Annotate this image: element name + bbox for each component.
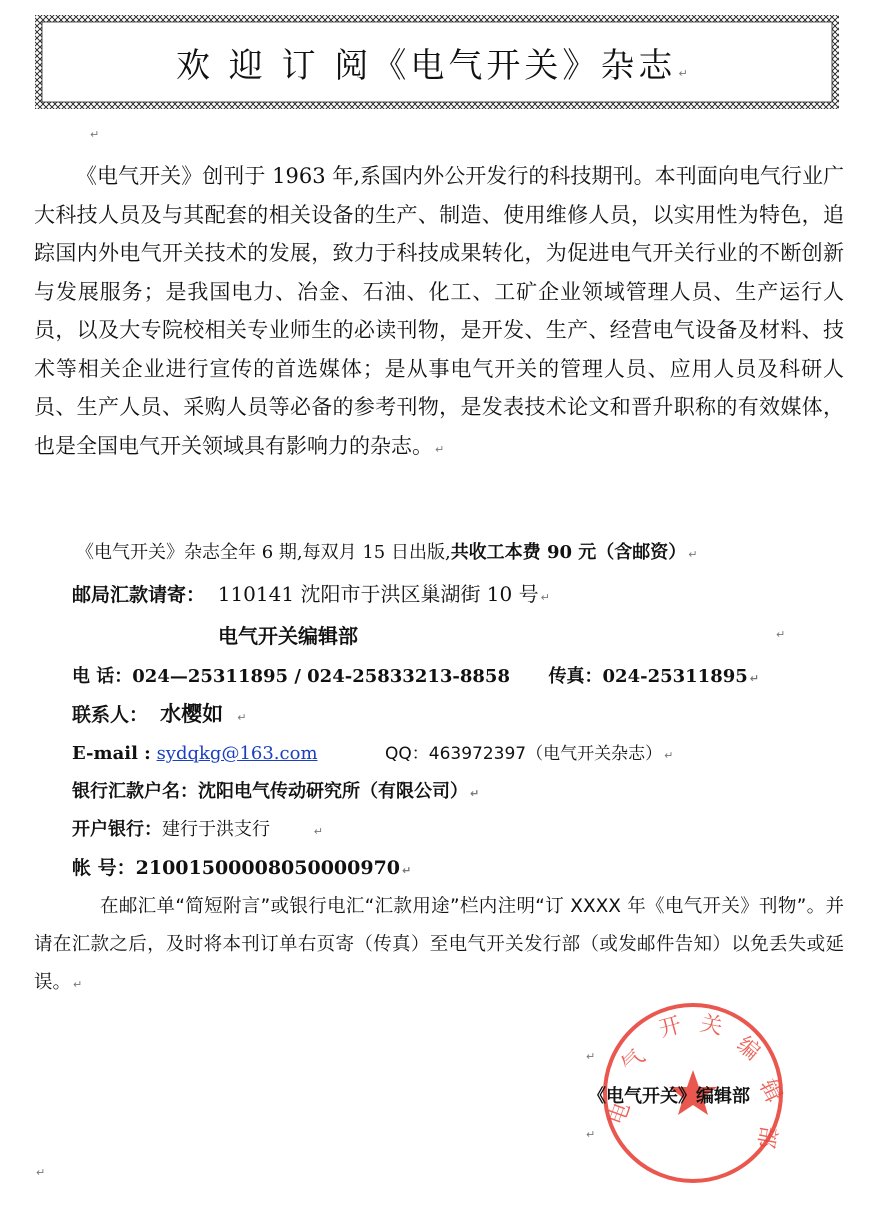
- bank-name-line: 开户银行：建行于洪支行 ↵: [72, 819, 323, 840]
- paragraph-mark: ↵: [586, 1128, 596, 1141]
- svg-text:部: 部: [752, 1124, 781, 1151]
- paragraph-mark: ↵: [586, 1050, 596, 1063]
- email-line: E-mail : sydqkg@163.com QQ：463972397（电气开关杂志） ↵: [72, 743, 674, 764]
- svg-text:关: 关: [697, 1011, 725, 1041]
- paragraph-mark: ↵: [776, 628, 786, 641]
- bank-account-name-line: 银行汇款户名：沈阳电气传动研究所（有限公司） ↵: [72, 781, 480, 802]
- postal-line: 邮局汇款请寄： 110141 沈阳市于洪区巢湖街 10 号 ↵: [72, 582, 550, 606]
- svg-text:气: 气: [616, 1044, 651, 1079]
- email-link[interactable]: sydqkg@163.com: [156, 743, 318, 764]
- account-number-line: 帐 号：21001500008050000970 ↵: [72, 857, 412, 879]
- svg-text:电: 电: [604, 1099, 636, 1129]
- paragraph-mark: ↵: [90, 128, 100, 141]
- intro-paragraph: 《电气开关》创刊于 1963 年,系国内外公开发行的科技期刊。本刊面向电气行业广大科技人员及与其配套的相关设备的生产、制造、使用维修人员，以实用性为特色，追踪国内外电气开关技术的发展，致力于科技成果转化，为促进电气开关行业的不断创新与发展服务；是我国电力、冶金、石油、化工、工矿企业领域管理人员、生产运行人员，以及大专院校相关专业师生的必读刊物，是开发、生产、经营电气设备及材料、技术等相关企业进行宣传的首选媒体；是从事电气开关的管理人员、应用人员及科研人员、生产人员、采购人员等必备的参考刊物，是发表技术论文和晋升职称的有效媒体，也是全国电气开关领域具有影响力的杂志。 ↵: [34, 164, 844, 458]
- paragraph-mark: ↵: [36, 1166, 46, 1179]
- postal-recipient: 电气开关编辑部: [218, 624, 358, 648]
- svg-text:编: 编: [731, 1032, 765, 1066]
- signature: 《电气开关》编辑部: [588, 1086, 750, 1107]
- svg-text:开: 开: [656, 1012, 685, 1043]
- svg-text:辑: 辑: [753, 1075, 786, 1107]
- phone-line: 电 话：024—25311895 / 024-25833213-8858 传真：024-25311895 ↵: [72, 666, 759, 687]
- contact-line: 联系人： 水樱如 ↵: [72, 701, 247, 726]
- remittance-note: 在邮汇单“简短附言”或银行电汇“汇款用途”栏内注明“订 XXXX 年《电气开关》刊物”。并请在汇款之后，及时将本刊订单右页寄（传真）至电气开关发行部（或发邮件告知）以免丢失或延误。 ↵: [34, 896, 844, 993]
- subscription-info: 《电气开关》杂志全年 6 期,每双月 15 日出版,共收工本费 90 元（含邮资） ↵: [76, 542, 698, 563]
